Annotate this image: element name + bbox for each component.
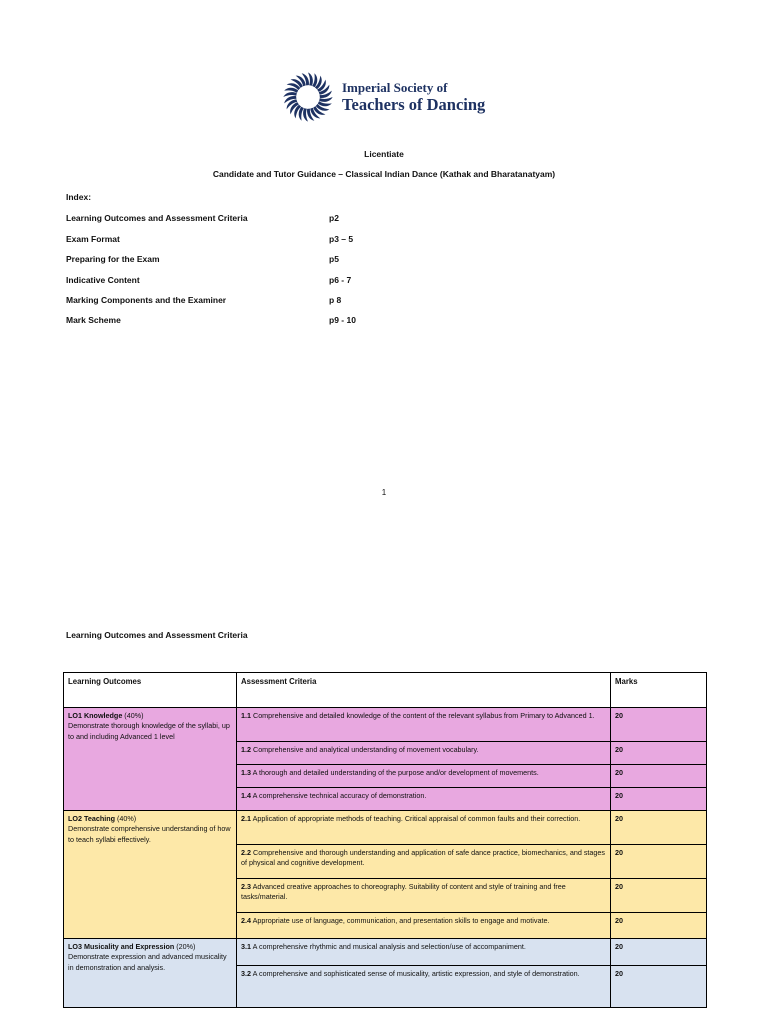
outcome-description: Demonstrate expression and advanced musicality in demonstration and analysis. — [68, 952, 227, 972]
criterion-cell — [237, 939, 611, 966]
table-row — [64, 811, 707, 845]
criterion-cell — [237, 966, 611, 1008]
index-entry-page: p 8 — [329, 295, 342, 305]
table-row — [64, 939, 707, 966]
criterion-number: 2.2 — [241, 848, 251, 857]
index-entry-page: p3 – 5 — [329, 234, 354, 244]
index-entry-page: p9 - 10 — [329, 315, 356, 325]
criterion-number: 3.2 — [241, 969, 251, 978]
criterion-marks: 20 — [611, 708, 707, 742]
index-entry-label: Mark Scheme — [66, 315, 121, 325]
page-number: 1 — [381, 488, 387, 497]
logo-line-1: Imperial Society of — [342, 79, 448, 95]
istd-emblem-icon — [280, 69, 336, 125]
table-header-row — [64, 673, 707, 708]
section-title: Learning Outcomes and Assessment Criteria — [66, 630, 248, 640]
criterion-cell — [237, 765, 611, 788]
outcome-weight: (40%) — [115, 814, 137, 823]
outcome-name: LO2 Teaching — [68, 814, 115, 823]
criterion-marks: 20 — [611, 913, 707, 939]
index-entry-page: p6 - 7 — [329, 275, 352, 285]
criterion-number: 1.4 — [241, 791, 251, 800]
criterion-marks: 20 — [611, 765, 707, 788]
index-entry-label: Exam Format — [66, 234, 120, 244]
criterion-number: 2.1 — [241, 814, 251, 823]
criterion-number: 1.3 — [241, 768, 251, 777]
criterion-cell — [237, 913, 611, 939]
criterion-text: A comprehensive and sophisticated sense of musicality, artistic expression, and style of demonstration. — [251, 969, 580, 978]
criterion-text: A comprehensive rhythmic and musical analysis and selection/use of accompaniment. — [251, 942, 526, 951]
outcome-description: Demonstrate thorough knowledge of the syllabi, up to and including Advanced 1 level — [68, 721, 230, 741]
criterion-text: Appropriate use of language, communication, and presentation skills to engage and motivate. — [251, 916, 550, 925]
criterion-text: Comprehensive and analytical understanding of movement vocabulary. — [251, 745, 479, 754]
index-entry-label: Preparing for the Exam — [66, 254, 160, 264]
criterion-text: A thorough and detailed understanding of the purpose and/or development of movements. — [251, 768, 539, 777]
criterion-cell — [237, 742, 611, 765]
criterion-cell — [237, 788, 611, 811]
criterion-text: Comprehensive and detailed knowledge of the content of the relevant syllabus from Primary to Advanced 1. — [251, 711, 595, 720]
criterion-marks: 20 — [611, 845, 707, 879]
criterion-cell — [237, 708, 611, 742]
criterion-cell — [237, 845, 611, 879]
outcome-description: Demonstrate comprehensive understanding of how to teach syllabi effectively. — [68, 824, 231, 844]
criterion-cell — [237, 879, 611, 913]
outcome-weight: (20%) — [174, 942, 196, 951]
criterion-text: Comprehensive and thorough understanding and application of safe dance practice, biomechanics, and stages of physical and cognitive development. — [241, 848, 606, 868]
document-subtitle: Candidate and Tutor Guidance – Classical Indian Dance (Kathak and Bharatanatyam) — [212, 169, 556, 179]
criterion-marks: 20 — [611, 966, 707, 1008]
table-row — [64, 708, 707, 742]
index-heading: Index: — [66, 192, 92, 202]
header-marks: Marks — [611, 673, 707, 708]
criterion-cell — [237, 811, 611, 845]
criterion-text: A comprehensive technical accuracy of demonstration. — [251, 791, 427, 800]
learning-outcome-lo3 — [64, 939, 237, 1008]
document-title: Licentiate — [364, 149, 404, 159]
criterion-marks: 20 — [611, 742, 707, 765]
criterion-number: 3.1 — [241, 942, 251, 951]
outcome-weight: (40%) — [122, 711, 144, 720]
index-entry-label: Learning Outcomes and Assessment Criteria — [66, 213, 248, 223]
learning-outcome-lo2 — [64, 811, 237, 939]
learning-outcome-lo1 — [64, 708, 237, 811]
learning-outcomes-table — [63, 672, 707, 1008]
criterion-text: Advanced creative approaches to choreography. Suitability of content and style of training and free tasks/material. — [241, 882, 566, 902]
criterion-marks: 20 — [611, 879, 707, 913]
criterion-marks: 20 — [611, 788, 707, 811]
outcome-name: LO3 Musicality and Expression — [68, 942, 175, 951]
criterion-number: 1.2 — [241, 745, 251, 754]
criterion-number: 2.3 — [241, 882, 251, 891]
outcome-name: LO1 Knowledge — [68, 711, 123, 720]
index-entry-page: p2 — [329, 213, 339, 223]
criterion-marks: 20 — [611, 939, 707, 966]
index-entry-label: Indicative Content — [66, 275, 140, 285]
criterion-text: Application of appropriate methods of teaching. Critical appraisal of common faults and their correction. — [251, 814, 581, 823]
header-learning-outcomes: Learning Outcomes — [64, 673, 237, 708]
index-entry-label: Marking Components and the Examiner — [66, 295, 227, 305]
criterion-number: 2.4 — [241, 916, 251, 925]
index-entry-page: p5 — [329, 254, 339, 264]
criterion-number: 1.1 — [241, 711, 251, 720]
logo-line-2: Teachers of Dancing — [342, 94, 486, 114]
criterion-marks: 20 — [611, 811, 707, 845]
istd-logo — [280, 64, 492, 130]
header-assessment-criteria: Assessment Criteria — [237, 673, 611, 708]
